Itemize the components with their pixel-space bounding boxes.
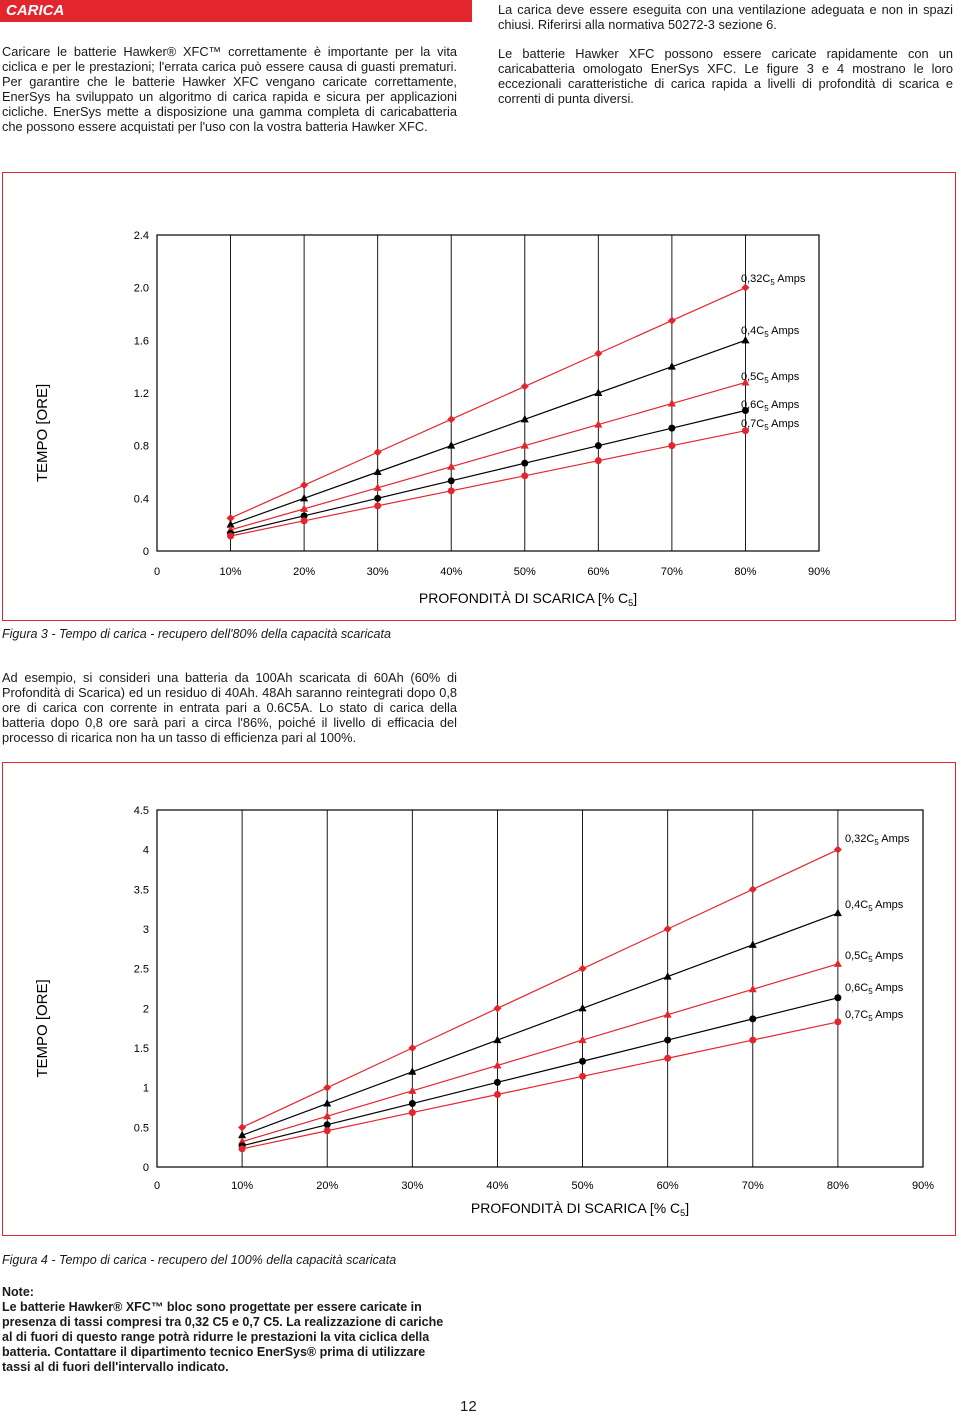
data-point-circle [448, 487, 455, 494]
y-tick-label: 1.2 [133, 388, 149, 400]
intro-paragraph-fast-charge [498, 46, 953, 106]
x-tick-label: 80% [826, 1180, 849, 1192]
series-line [242, 913, 838, 1135]
note-heading: Note: [2, 1285, 34, 1299]
series-label: $0,5C_5$ Amps [845, 950, 904, 964]
x-tick-label: 20% [293, 566, 316, 578]
x-tick-label: 60% [587, 566, 610, 578]
figure-4-frame [2, 762, 956, 1236]
section-title: CARICA [6, 2, 65, 19]
data-point-circle [834, 994, 841, 1001]
series-line [242, 998, 838, 1146]
data-point-triangle [834, 959, 842, 967]
y-tick-label: 2.4 [133, 230, 149, 242]
series-label: $0,32C_5$ Amps [741, 273, 806, 287]
x-tick-label: 50% [571, 1180, 594, 1192]
series-label: $0,6C_5$ Amps [845, 982, 904, 996]
data-point-circle [409, 1100, 416, 1107]
x-tick-label: 80% [734, 566, 757, 578]
data-point-diamond [447, 415, 455, 423]
y-tick-label: 0.8 [133, 440, 149, 453]
y-tick-label: 1.6 [133, 335, 149, 348]
data-point-circle [749, 1015, 756, 1022]
data-point-circle [324, 1121, 331, 1128]
note-text: Le batterie Hawker® XFC™ bloc sono progettate per essere caricate in presenza di tassi compresi tra 0,32 C5 e 0,7 C5. La realizzazione di cariche al di fuori di questo range potrà ridurre le prestazioni la vita ciclica della batteria. Contattare il dipartimento tecnico EnerSys® prima di utilizzare tassi al di fuori dell'intervallo indicato. [2, 1300, 444, 1374]
data-point-diamond [300, 481, 308, 489]
y-tick-label: 0.5 [133, 1122, 149, 1135]
example-text: Ad esempio, si consideri una batteria da 100Ah scaricata di 60Ah (60% di Profondità di Scarica) ed un residuo di 40Ah. 48Ah saranno reintegrati dopo 0,8 ore di carica con corrente in entrata pari a 0.6C5A. Lo stato di carica della batteria dopo 0,8 ore sarà pari a circa l'86%, poiché il livello di efficacia del processo di ricarica non ha un tasso di efficienza pari al 100%. [2, 670, 457, 745]
x-tick-label: 50% [513, 566, 536, 578]
y-axis-title: TEMPO [ORE] [34, 979, 51, 1078]
data-point-diamond [521, 382, 529, 390]
data-point-circle [324, 1127, 331, 1134]
plot-area [157, 235, 819, 551]
x-tick-label: 70% [741, 1180, 764, 1192]
y-axis-title: TEMPO [ORE] [34, 383, 51, 483]
y-tick-label: 0 [142, 1162, 149, 1174]
series-label: $0,6C_5$ Amps [741, 399, 800, 413]
intro-text-left: Caricare le batterie Hawker® XFC™ correttamente è importante per la vita ciclica e per le prestazioni; l'errata carica può essere causa di guasti prematuri. Per garantire che le batterie Hawker XFC vengano caricate correttamente, EnerSys ha sviluppato un algoritmo di carica rapida e sicura per applicazioni cicliche. EnerSys mette a disposizione una gamma completa di caricabatteria che possono essere acquistati per l'uso con la vostra batteria Hawker XFC. [2, 44, 457, 134]
y-tick-label: 1.5 [133, 1043, 149, 1055]
section-header-band [0, 0, 472, 22]
data-point-circle [749, 1037, 756, 1044]
data-point-circle [409, 1109, 416, 1116]
x-tick-label: 70% [660, 566, 683, 578]
y-tick-label: 0.4 [133, 493, 149, 506]
data-point-diamond [374, 448, 382, 456]
x-tick-label: 0 [153, 566, 161, 578]
data-point-circle [239, 1145, 246, 1152]
x-tick-label: 60% [656, 1180, 679, 1192]
x-tick-label: 10% [219, 566, 242, 578]
x-tick-label: 30% [401, 1180, 424, 1192]
data-point-circle [595, 457, 602, 464]
data-point-diamond [668, 317, 676, 325]
data-point-diamond [664, 925, 672, 933]
data-point-circle [579, 1058, 586, 1065]
y-tick-label: 4 [142, 844, 149, 857]
data-point-circle [664, 1037, 671, 1044]
data-point-triangle [834, 909, 842, 917]
data-point-diamond [594, 350, 602, 358]
data-point-circle [595, 442, 602, 449]
x-tick-label: 90% [807, 566, 831, 578]
data-point-diamond [323, 1084, 331, 1092]
intro-paragraph-ventilation [498, 2, 953, 32]
series-label: $0,32C_5$ Amps [845, 833, 910, 847]
x-axis-title: PROFONDITÀ DI SCARICA [% $C_5$] [418, 590, 638, 608]
data-point-diamond [749, 885, 757, 893]
data-point-circle [227, 532, 234, 539]
data-point-diamond [834, 846, 842, 854]
y-tick-label: 2.0 [133, 282, 149, 295]
data-point-circle [668, 442, 675, 449]
x-tick-label: 30% [366, 566, 389, 578]
series-label: $0,7C_5$ Amps [741, 418, 800, 432]
data-point-diamond [238, 1123, 246, 1131]
y-tick-label: 4.5 [133, 805, 149, 817]
y-tick-label: 1 [142, 1082, 149, 1095]
data-point-circle [374, 502, 381, 509]
data-point-circle [521, 460, 528, 467]
note-block [2, 1285, 457, 1375]
data-point-circle [668, 425, 675, 432]
x-tick-label: 20% [316, 1180, 339, 1192]
figure-3-chart [3, 173, 955, 620]
series-label: $0,4C_5$ Amps [845, 899, 904, 913]
data-point-circle [579, 1073, 586, 1080]
series-label: $0,7C_5$ Amps [845, 1009, 904, 1023]
y-tick-label: 0 [142, 546, 149, 558]
series-line [231, 411, 746, 534]
series-label: $0,4C_5$ Amps [741, 325, 800, 339]
x-tick-label: 10% [231, 1180, 254, 1192]
y-tick-label: 2.5 [133, 963, 149, 976]
data-point-circle [494, 1079, 501, 1086]
data-point-circle [664, 1055, 671, 1062]
data-point-circle [521, 472, 528, 479]
x-tick-label: 0 [153, 1180, 161, 1192]
intro-text-ventilation: La carica deve essere eseguita con una ventilazione adeguata e non in spazi chiusi. Riferirsi alla normativa 50272-3 sezione 6. [498, 2, 953, 32]
data-point-diamond [579, 965, 587, 973]
series-label: $0,5C_5$ Amps [741, 371, 800, 385]
series-line [231, 340, 746, 524]
figure-3-frame [2, 172, 956, 621]
y-tick-label: 3 [142, 924, 149, 936]
intro-paragraph-left [2, 44, 457, 134]
series-line [231, 382, 746, 529]
intro-text-fast-charge: Le batterie Hawker XFC possono essere caricate rapidamente con un caricabatteria omologato EnerSys XFC. Le figure 3 e 4 mostrano le loro eccezionali caratteristiche di carica rapida a livelli di profondità di scarica e correnti di punta diversi. [498, 46, 953, 106]
data-point-circle [494, 1091, 501, 1098]
x-tick-label: 90% [911, 1180, 935, 1192]
figure-4-caption: Figura 4 - Tempo di carica - recupero del 100% della capacità scaricata [2, 1253, 397, 1267]
data-point-circle [374, 495, 381, 502]
data-point-circle [834, 1018, 841, 1025]
x-tick-label: 40% [486, 1180, 509, 1192]
data-point-circle [448, 477, 455, 484]
y-tick-label: 2 [142, 1003, 149, 1016]
example-paragraph [2, 670, 457, 745]
y-tick-label: 3.5 [133, 884, 149, 897]
x-axis-title: PROFONDITÀ DI SCARICA [% $C_5$] [470, 1200, 690, 1218]
data-point-diamond [408, 1044, 416, 1052]
page-number: 12 [460, 1398, 477, 1415]
data-point-circle [301, 517, 308, 524]
series-line [242, 964, 838, 1142]
data-point-diamond [493, 1004, 501, 1012]
figure-4-chart [3, 763, 955, 1235]
x-tick-label: 40% [440, 566, 463, 578]
figure-3-caption: Figura 3 - Tempo di carica - recupero dell'80% della capacità scaricata [2, 627, 391, 641]
